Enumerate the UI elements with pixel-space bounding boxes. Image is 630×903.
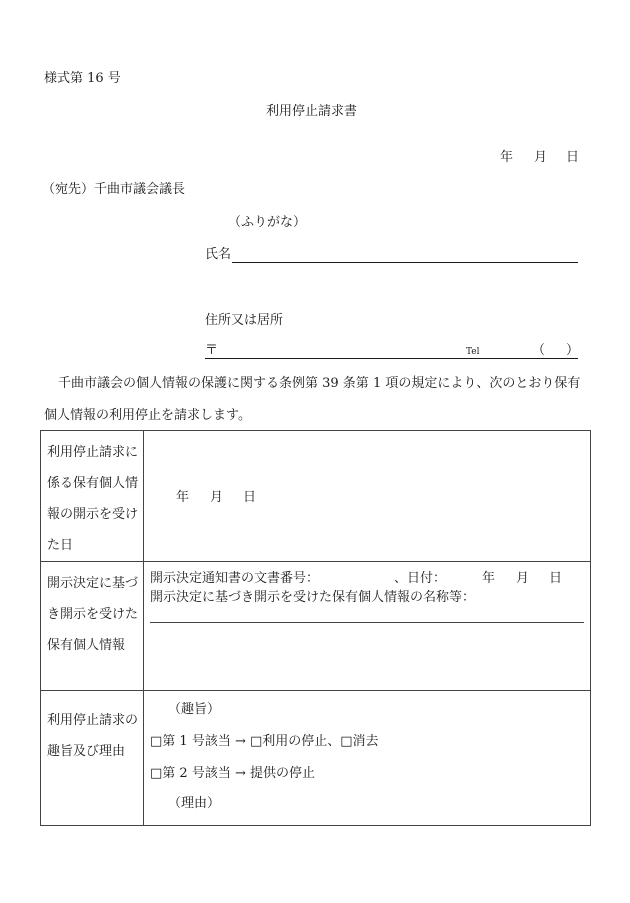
tel-paren-close: ） <box>566 343 580 358</box>
purpose-heading: （趣旨） <box>168 702 221 717</box>
date-month-label: 月 <box>534 150 548 165</box>
info-name-underline <box>150 622 584 623</box>
table-row-purpose-reason <box>41 691 591 826</box>
disclosure-month-label: 月 <box>210 490 224 505</box>
table-row-disclosure-date <box>41 431 591 562</box>
form-number: 様式第 16 号 <box>44 71 121 86</box>
name-field-underline[interactable] <box>232 262 578 263</box>
address-label: 住所又は居所 <box>205 313 284 328</box>
address-field-underline[interactable] <box>205 358 578 359</box>
row-label: 開示決定に基づき開示を受けた保有個人情報 <box>47 576 139 653</box>
row-label-cell <box>41 691 144 826</box>
furigana-label: （ふりがな） <box>228 215 307 230</box>
intro-line-1: 千曲市議会の個人情報の保護に関する条例第 39 条第 1 項の規定により、次のとおり保有 <box>58 376 581 391</box>
info-name-label: 開示決定に基づき開示を受けた保有個人情報の名称等： <box>150 590 476 605</box>
date-label: 、日付： <box>394 571 447 586</box>
option-2[interactable]: □第 2 号該当 → 提供の停止 <box>150 766 315 781</box>
tel-label: Tel <box>466 347 480 357</box>
addressee: （宛先）千曲市議会議長 <box>42 182 186 197</box>
name-label: 氏名 <box>205 247 232 262</box>
row-label-cell <box>41 562 144 691</box>
row-label: 利用停止請求に係る保有個人情報の開示を受けた日 <box>47 445 139 553</box>
decision-year-label: 年 <box>482 571 496 586</box>
document-title: 利用停止請求書 <box>266 104 358 119</box>
row-label: 利用停止請求の趣旨及び理由 <box>47 713 139 759</box>
purpose-reason-cell[interactable] <box>144 691 591 826</box>
disclosed-info-cell[interactable] <box>144 562 591 691</box>
option-1[interactable]: □第 1 号該当 → □利用の停止、□消去 <box>150 734 379 749</box>
decision-month-label: 月 <box>516 571 530 586</box>
date-day-label: 日 <box>566 150 580 165</box>
disclosure-year-label: 年 <box>176 490 190 505</box>
decision-day-label: 日 <box>549 571 563 586</box>
row-label-cell <box>41 431 144 562</box>
disclosure-date-cell[interactable] <box>144 431 591 562</box>
table-row-disclosed-info <box>41 562 591 691</box>
date-year-label: 年 <box>500 150 514 165</box>
reason-heading: （理由） <box>168 796 221 811</box>
postal-mark: 〒 <box>205 343 219 358</box>
intro-line-2: 個人情報の利用停止を請求します。 <box>44 408 251 423</box>
doc-number-label: 開示決定通知書の文書番号： <box>150 571 320 586</box>
tel-paren-open: （ <box>532 343 546 358</box>
disclosure-day-label: 日 <box>243 490 257 505</box>
request-form-table <box>40 430 591 826</box>
